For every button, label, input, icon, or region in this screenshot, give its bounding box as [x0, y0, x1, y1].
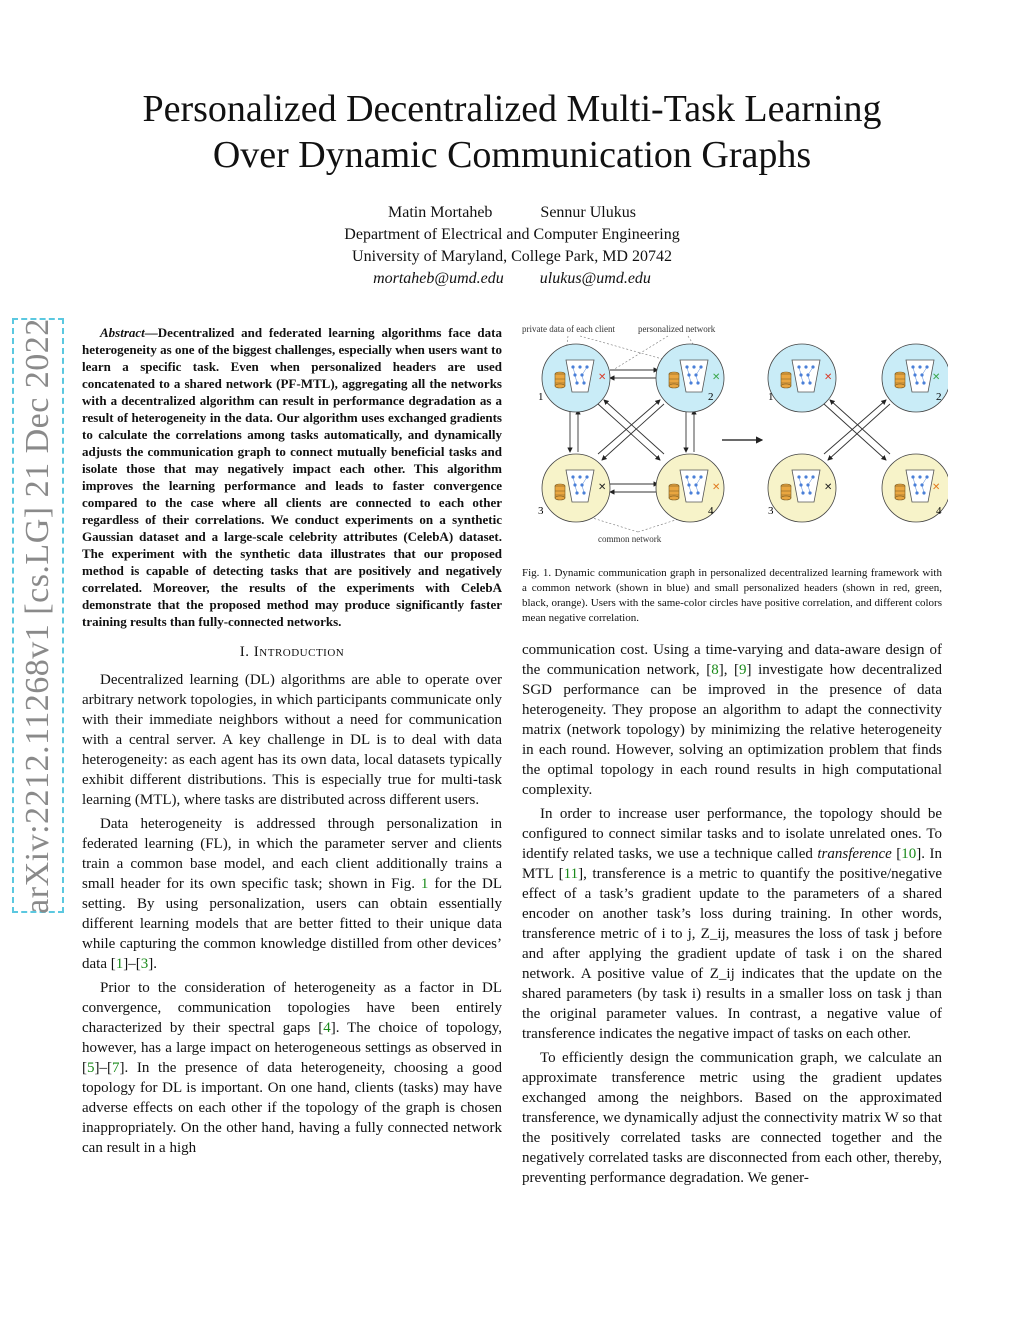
full-graph	[538, 344, 724, 522]
text-run: ] investigate how decentralized SGD performance can be improved in the presence of data heterogeneity. They propose an algorithm to adapt the connectivity matrix (network topology) by minimizing the relative heterogeneity in each round. However, solving an optimization problem that finds the optimal topology in each round results in high computational complexity.	[522, 662, 942, 798]
svg-text:✕: ✕	[932, 482, 941, 493]
left-column	[82, 324, 502, 1158]
node-label-3: 3	[538, 505, 544, 517]
text-run: Data heterogeneity is addressed through personalization in federated learning (FL), in which the parameter server and clients train a common base model, and each client additionally trains a small header for its own specific task; shown in Fig.	[82, 816, 502, 892]
section-heading-introduction	[82, 642, 502, 662]
sparse-graph-edges	[824, 400, 890, 460]
svg-text:✕: ✕	[598, 372, 607, 383]
communication-graph-diagram	[518, 320, 948, 560]
node-label-2: 2	[708, 391, 714, 403]
node-label-1: 1	[538, 391, 544, 403]
title-line-2: Over Dynamic Communication Graphs	[212, 134, 812, 176]
text-run: [	[891, 846, 902, 862]
intro-paragraph-3	[82, 978, 502, 1158]
client-3	[542, 454, 610, 522]
figure-1-caption: Fig. 1. Dynamic communication graph in personalized decentralized learning framework with a common network (shown in blue) and small personalized headers (shown in red, green, black, orange). Users with the same-color circles have positive correlation, and different colors mean negative correlation.	[522, 567, 942, 624]
text-run: ].	[148, 956, 157, 972]
text-run: for the DL setting. By using personalization, users can obtain essentially different learning models that are better fitted to their unique data while capturing the common knowledge distilled from other devices’ data [	[82, 876, 503, 972]
svg-text:✕: ✕	[932, 372, 941, 383]
figure-1	[518, 320, 948, 560]
node-label-4: 4	[708, 505, 714, 517]
arxiv-stamp	[12, 318, 64, 913]
svg-text:✕: ✕	[824, 372, 833, 383]
text-run: ]. The choice of topology, however, has a large impact on heterogeneous settings as observed in [	[82, 1020, 502, 1076]
emphasis-term: transference	[817, 846, 892, 862]
right-paragraph-2	[522, 804, 942, 1044]
abstract-text: —Decentralized and federated learning algorithms face data heterogeneity as one of the biggest challenges, especially when users want to learn a specific task. Even when personalized headers are used concatenated to a shared network (PF-MTL), aggregating all the networks with a decentralized algorithm can result in performance degradation as a result of heterogeneity in the data. Our algorithm uses exchanged gradients to calculate the correlations among tasks automatically, and dynamically adjusts the communication graph to connect mutually beneficial tasks and isolate those that may negatively impact each other. This algorithm improves the learning performance and leads to faster convergence compared to the case where all clients are connected to each other regardless of their correlations. We conduct experiments on a synthetic Gaussian dataset and a large-scale celebrity attributes (CelebA) dataset. The experiment with the synthetic data illustrates that our proposed method is capable of detecting tasks that are positively and negatively correlated. Moreover, the results of the experiments with CelebA demonstrate that the proposed method may produce significantly faster training results than fully-connected networks.	[82, 325, 502, 629]
author-names	[80, 202, 944, 224]
section-number: I.	[239, 644, 254, 660]
text-run: ]–[	[123, 956, 141, 972]
citation-link[interactable]: 7	[112, 1060, 120, 1076]
intro-paragraph-2	[82, 814, 502, 974]
svg-text:✕: ✕	[598, 482, 607, 493]
author-email-2: ulukus@umd.edu	[539, 270, 651, 287]
author-block	[80, 202, 944, 290]
text-run: In order to increase user performance, the topology should be configured to connect similar tasks and to isolate unrelated ones. To identify related tasks, we use a technique called	[522, 806, 942, 862]
text-run: ]–[	[94, 1060, 112, 1076]
text-run: Prior to the consideration of heterogeneity as a factor in DL convergence, communication topologies have been entirely characterized by their spectral gaps [	[82, 980, 502, 1036]
right-paragraph-1	[522, 640, 942, 800]
abstract	[82, 324, 502, 630]
author-1: Matin Mortaheb	[388, 204, 493, 221]
svg-text:✕: ✕	[712, 482, 721, 493]
author-emails	[80, 268, 944, 290]
section-title: Introduction	[253, 644, 345, 660]
client-3-sparse	[768, 454, 836, 522]
citation-link[interactable]: 10	[901, 846, 917, 862]
node-label-4-sparse: 4	[936, 505, 942, 517]
client-1	[542, 344, 610, 412]
title-line-1: Personalized Decentralized Multi-Task Learning	[142, 88, 882, 130]
citation-link[interactable]: 4	[323, 1020, 331, 1036]
svg-text:✕: ✕	[824, 482, 833, 493]
author-2: Sennur Ulukus	[540, 204, 636, 221]
citation-link[interactable]: 11	[563, 866, 579, 882]
author-email-1: mortaheb@umd.edu	[373, 270, 504, 287]
arxiv-stamp-text: arXiv:2212.11268v1 [cs.LG] 21 Dec 2022	[19, 317, 56, 914]
text-run: ], transference is a metric to quantify the positive/negative effect of a task’s gradient update to the parameters of a shared encoder on another task’s loss during training. In other words, transference metric of i to j, Z_ij, measures the loss of task j before and after applying the gradient update of task i on the shared network. A positive value of Z_ij indicates that the update on the shared parameters (by task i) results in a smaller loss on task j than the original parameter values. In contrast, a negative value of transference indicates the negative impact of tasks on each other.	[522, 866, 942, 1042]
node-label-1-sparse: 1	[768, 391, 774, 403]
client-1-sparse	[768, 344, 836, 412]
client-4	[656, 454, 724, 522]
text-run: ], [	[718, 662, 740, 678]
citation-link[interactable]: 5	[87, 1060, 95, 1076]
sparse-graph	[768, 344, 948, 522]
text-run: ]. In MTL [	[522, 846, 942, 882]
text-run: communication cost. Using a time-varying and data-aware design of the communication network, [	[522, 642, 942, 678]
label-common-network: common network	[598, 534, 662, 544]
intro-paragraph-1: Decentralized learning (DL) algorithms are able to operate over arbitrary network topologies, in which participants communicate only with their immediate neighbors without a need for communication with a central server. A key challenge in DL is to deal with data heterogeneity: as each agent has its own data, local datasets typically exhibit different distributions. This is especially true for multi-task learning (MTL), where tasks are distributed across different users.	[82, 672, 502, 808]
paper-title	[80, 86, 944, 178]
author-university: University of Maryland, College Park, MD 20742	[352, 248, 672, 265]
label-private-data: private data of each client	[522, 324, 615, 334]
citation-link[interactable]: 9	[739, 662, 747, 678]
figure-reference-link[interactable]: 1	[420, 876, 429, 892]
svg-text:✕: ✕	[712, 372, 721, 383]
right-paragraph-3: To efficiently design the communication graph, we calculate an approximate transference metric using the gradient updates exchanged among the neighbors. Based on the approximated transference, we dynamically adjust the connectivity matrix W so that the positively correlated tasks are connected together and the negatively correlated tasks are disconnected from each other, thereby, preventing performance degradation. We gener-	[522, 1050, 942, 1186]
right-column	[522, 640, 942, 1188]
citation-link[interactable]: 1	[115, 956, 124, 972]
author-department: Department of Electrical and Computer Engineering	[344, 226, 680, 243]
node-label-3-sparse: 3	[768, 505, 774, 517]
abstract-lead: Abstract	[100, 325, 145, 340]
label-personalized-network: personalized network	[638, 324, 716, 334]
client-2	[656, 344, 724, 412]
text-run: ]. In the presence of data heterogeneity, choosing a good topology for DL is important. On one hand, clients (tasks) may have adverse effects on each other if the topology of the graph is chosen inappropriately. On the other hand, having a fully connected network can result in a high	[82, 1060, 502, 1156]
citation-link[interactable]: 3	[140, 956, 149, 972]
citation-link[interactable]: 8	[711, 662, 719, 678]
node-label-2-sparse: 2	[936, 391, 942, 403]
